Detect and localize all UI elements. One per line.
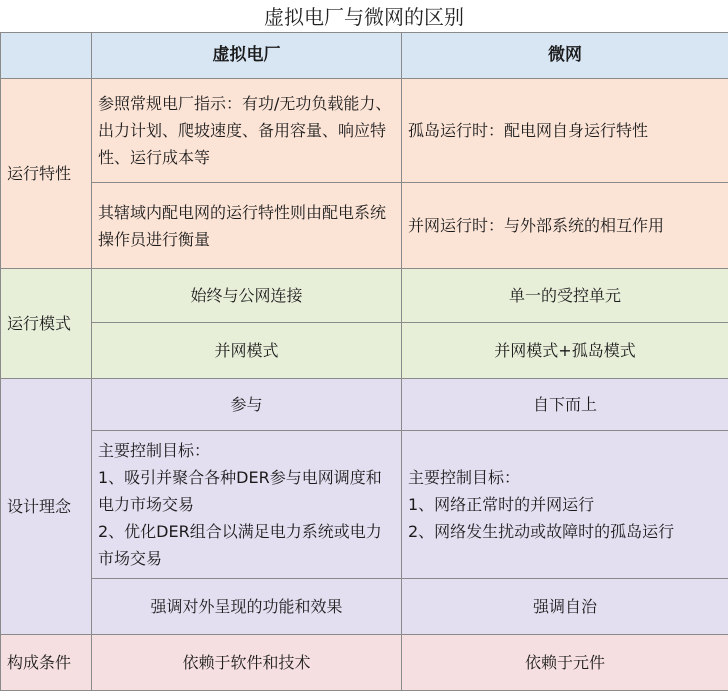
cell-design-mg-3: 强调自治 — [402, 579, 728, 635]
header-microgrid: 微网 — [402, 33, 728, 79]
table-row — [1, 183, 728, 269]
table-row — [1, 379, 728, 431]
cell-op-char-mg-2: 并网运行时：与外部系统的相互作用 — [402, 183, 728, 269]
table-row — [1, 323, 728, 379]
table-row — [1, 579, 728, 635]
page-title: 虚拟电厂与微网的区别 — [0, 0, 728, 32]
comparison-table — [0, 32, 728, 691]
category-design-concept: 设计理念 — [1, 379, 92, 635]
cell-op-char-vpp-1: 参照常规电厂指示：有功/无功负载能力、出力计划、爬坡速度、备用容量、响应特性、运行成本等 — [92, 79, 402, 183]
cell-design-mg-2: 主要控制目标： 1、网络正常时的并网运行 2、网络发生扰动或故障时的孤岛运行 — [402, 431, 728, 579]
cell-op-char-vpp-2: 其辖域内配电网的运行特性则由配电系统操作员进行衡量 — [92, 183, 402, 269]
category-operating-characteristics: 运行特性 — [1, 79, 92, 269]
cell-design-vpp-2: 主要控制目标： 1、吸引并聚合各种DER参与电网调度和电力市场交易 2、优化DER组合以满足电力系统或电力市场交易 — [92, 431, 402, 579]
table-header-row — [1, 33, 728, 79]
cell-composition-mg: 依赖于元件 — [402, 635, 728, 691]
table-row — [1, 269, 728, 323]
cell-op-mode-mg-1: 单一的受控单元 — [402, 269, 728, 323]
header-vpp: 虚拟电厂 — [92, 33, 402, 79]
cell-op-mode-vpp-2: 并网模式 — [92, 323, 402, 379]
cell-op-mode-vpp-1: 始终与公网连接 — [92, 269, 402, 323]
cell-op-char-mg-1: 孤岛运行时：配电网自身运行特性 — [402, 79, 728, 183]
category-composition: 构成条件 — [1, 635, 92, 691]
header-corner — [1, 33, 92, 79]
table-row — [1, 635, 728, 691]
cell-composition-vpp: 依赖于软件和技术 — [92, 635, 402, 691]
cell-design-vpp-3: 强调对外呈现的功能和效果 — [92, 579, 402, 635]
cell-design-vpp-1: 参与 — [92, 379, 402, 431]
table-row — [1, 431, 728, 579]
cell-design-mg-1: 自下而上 — [402, 379, 728, 431]
table-row — [1, 79, 728, 183]
category-operating-mode: 运行模式 — [1, 269, 92, 379]
cell-op-mode-mg-2: 并网模式+孤岛模式 — [402, 323, 728, 379]
